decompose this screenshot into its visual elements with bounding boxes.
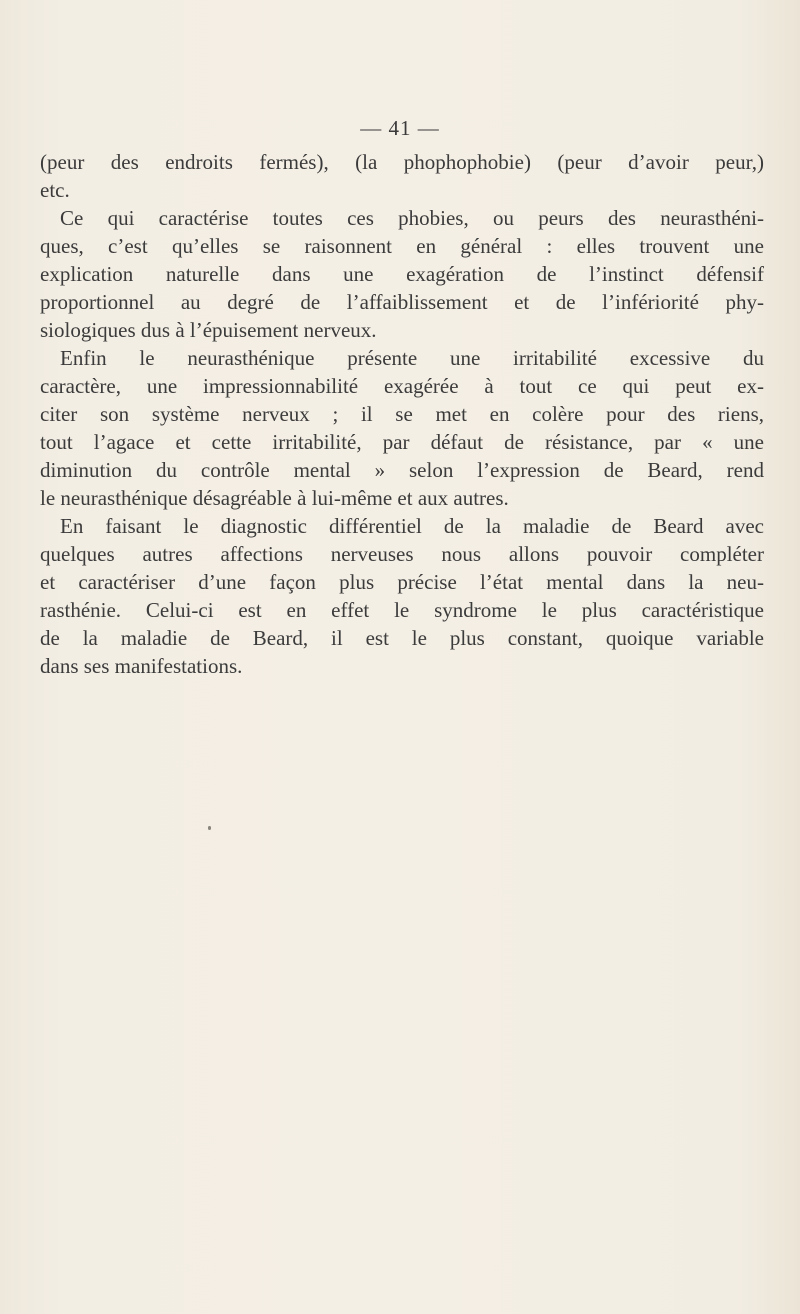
- text-line: citer son système nerveux ; il se met en colère pour des riens,: [40, 402, 764, 426]
- body-text: [40, 148, 764, 680]
- text-line: etc.: [40, 178, 70, 202]
- text-line: rasthénie. Celui-ci est en effet le syndrome le plus caractéristique: [40, 598, 764, 622]
- text-line: siologiques dus à l’épuisement nerveux.: [40, 318, 377, 342]
- text-line: (peur des endroits fermés), (la phophophobie) (peur d’avoir peur,): [40, 150, 764, 174]
- text-line: tout l’agace et cette irritabilité, par défaut de résistance, par « une: [40, 430, 764, 454]
- text-line: diminution du contrôle mental » selon l’expression de Beard, rend: [40, 458, 764, 482]
- text-line: En faisant le diagnostic différentiel de la maladie de Beard avec: [60, 514, 764, 538]
- text-line: caractère, une impressionnabilité exagérée à tout ce qui peut ex-: [40, 374, 764, 398]
- text-line: quelques autres affections nerveuses nous allons pouvoir compléter: [40, 542, 764, 566]
- text-line: Ce qui caractérise toutes ces phobies, ou peurs des neurasthéni-: [60, 206, 764, 230]
- text-line: Enfin le neurasthénique présente une irritabilité excessive du: [60, 346, 764, 370]
- text-line: et caractériser d’une façon plus précise l’état mental dans la neu-: [40, 570, 764, 594]
- text-line: ques, c’est qu’elles se raisonnent en général : elles trouvent une: [40, 234, 764, 258]
- text-line: proportionnel au degré de l’affaiblissement et de l’infériorité phy-: [40, 290, 764, 314]
- text-line: le neurasthénique désagréable à lui-même et aux autres.: [40, 486, 509, 510]
- page-number: — 41 —: [360, 116, 440, 140]
- paper-speck: [208, 826, 211, 830]
- text-line: de la maladie de Beard, il est le plus constant, quoique variable: [40, 626, 764, 650]
- text-line: explication naturelle dans une exagération de l’instinct défensif: [40, 262, 764, 286]
- text-line: dans ses manifestations.: [40, 654, 243, 678]
